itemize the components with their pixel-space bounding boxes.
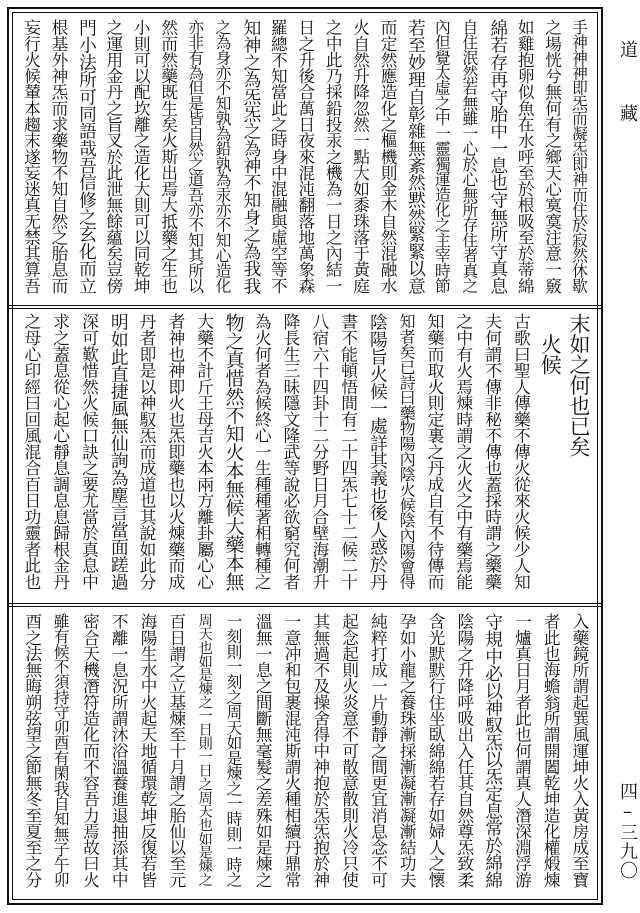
text-column: 不離一息況所謂沐浴溫養進退抽添其中 <box>109 613 129 888</box>
text-column: 手神神神即炁而凝炁即神而住於寂然休歇 <box>570 19 589 293</box>
register-divider-top <box>9 305 601 306</box>
text-column: 八宿六十四卦十二分野日月合壁海潮升 <box>309 313 330 590</box>
text-column: 而定然應造化之樞機則金木自然混融水 <box>378 19 398 294</box>
text-column: 海陽生水中火起天地循環乾坤反復若皆 <box>138 613 158 888</box>
text-column: 者神也神即火也炁即藥也以火煉藥而成 <box>165 313 186 590</box>
text-column: 小則可以配坎離之造化大則可以同乾坤 <box>131 19 151 294</box>
page-number: 四–三九〇 <box>617 782 638 880</box>
register-middle <box>17 313 593 598</box>
text-column: 書不能頓悟間有二十四炁七十二候二十 <box>338 313 359 590</box>
text-column: 陰陽旨火候一處詳其義也後人惑於丹 <box>367 313 389 590</box>
text-column: 其無過不及操舍得中神抱於炁炁抱於神 <box>310 613 330 888</box>
text-column: 如雞抱卵似魚在水呼至於根吸至於蒂綿 <box>515 19 535 294</box>
text-column: 之母心印經曰回風混合百日功靈者此也 <box>21 313 42 590</box>
text-column: 根基外神炁而求藥物不知自然之胎息而 <box>48 19 68 294</box>
text-column: 大藥不計斤王母吉火本兩方離卦屬心心 <box>194 313 215 590</box>
text-column: 夫何謂不傳非秘不傳也蓋採時謂之藥藥 <box>482 313 503 590</box>
text-column: 之中此乃採鉛投汞之機為一日之內結一 <box>323 19 343 294</box>
text-column: 溫無一息之間斷無毫髮之差殊如是煉之 <box>253 613 273 888</box>
text-column: 火候 <box>538 313 563 375</box>
text-column: 含光默默行住坐臥綿綿若存如婦人之懷 <box>426 613 446 888</box>
text-column: 一意冲和包裹混沌斯謂火種相續丹鼎常 <box>282 613 302 888</box>
text-column: 妄行火候輦本趨末遂妄迷真无禁其算吾 <box>21 19 41 294</box>
text-column: 純粹打成一片動靜之間更宜消息念不可 <box>368 613 388 888</box>
text-column: 入藥鏡所謂起巽風運坤火入黃房成至寶 <box>570 613 589 888</box>
text-column: 之為身亦不知孰為鉛孰為汞亦不知心造化 <box>213 19 233 293</box>
text-column: 知藥而取火則定裏之丹成自有不待傳而 <box>425 313 446 590</box>
text-column: 之場恍兮無何有之鄉天心寞寞注意一竅 <box>542 19 562 294</box>
text-column: 羅總不知當此之時身中混融與虛空等不 <box>268 19 288 294</box>
register-top <box>17 19 593 302</box>
text-column: 若至妙理自彰雜無紊然黙然緊緊以意 <box>405 19 426 294</box>
register-bottom <box>17 613 593 896</box>
text-column: 內但覺太虛之中一靈獨運造化之主宰時節 <box>432 19 452 293</box>
text-column: 一刻則一刻之周天如是煉之一時則一時之 <box>224 613 244 887</box>
text-column: 孕如小龍之養珠漸採漸凝漸凝漸結功夫 <box>397 613 417 888</box>
text-column: 降長生三昧隱文隆武等說必欲窮究何者 <box>281 313 302 590</box>
text-column: 雖有候不須持守卯酉有閑我自知無子午卯 <box>51 613 71 887</box>
text-column: 酉之法無晦朔弦望之節無冬至夏至之分 <box>22 613 42 888</box>
text-column: 周天也如是煉之一日則一日之周天也如是煉之 <box>196 613 213 886</box>
text-column: 之中有火焉煉時謂之火火之中有藥焉能 <box>453 313 474 590</box>
text-column: 亦非有為但是皆自然之道吾亦不知其所以 <box>186 19 206 293</box>
text-column: 深可歎惜然火候口訣之要尤當於真息中 <box>79 313 100 590</box>
text-column: 為火何者為候終心一生種種著相轉種之 <box>252 313 273 590</box>
register-divider-bottom-double <box>9 606 601 607</box>
text-column: 明如此直捷風無仙詢為塵言當面蹉過 <box>108 313 130 590</box>
text-column: 陰陽之升降呼吸出入任其自然尊炁致柔 <box>454 613 474 888</box>
right-margin <box>606 0 640 913</box>
text-column: 者此也海蟾翁所謂開闔乾坤造化權煅煉 <box>541 613 561 888</box>
text-column: 百日謂之立基煉至十月謂之胎仙以至元 <box>166 613 186 888</box>
text-column: 守規中必以神馭炁以炁定息常於綿綿 <box>482 613 503 888</box>
text-column: 知者矣已詩曰藥物陽內陰火候陰內陽會得 <box>397 313 417 589</box>
text-column: 自住泯然若無雖一心於心無所存住者真之 <box>460 19 480 293</box>
text-column: 丹者即是以神馭炁而成道也其說如此分 <box>137 313 158 590</box>
text-column: 一爐真日月者此也何謂真人潛深淵浮游 <box>512 613 532 888</box>
text-column: 起念起則火炎意不可散意散則火冷只使 <box>339 613 359 888</box>
register-divider-bottom <box>9 603 601 604</box>
text-column: 日之升後合萬日夜來混沌翻落地萬象森 <box>295 19 315 294</box>
page-frame <box>7 7 603 905</box>
register-divider-top-double <box>9 308 601 309</box>
text-column: 綿若存再守胎中一息也守無所守真息 <box>487 19 508 294</box>
text-column: 然而然藥既生矣火斯出焉大抵藥之生也 <box>158 19 178 294</box>
text-column: 火自然升降忽然一點大如黍珠落于黃庭 <box>350 19 370 294</box>
text-column: 物之真惜然不知火本無候大藥本無 <box>222 313 245 591</box>
text-column: 之運用金丹之旨叉於此泄無餘蘊矣豈傍 <box>103 19 123 294</box>
text-column: 求之蓋息從心起心靜息調息息歸根金丹 <box>50 313 71 590</box>
text-column: 末如之何也已矣 <box>567 313 591 457</box>
text-column: 知神之為炁炁之為神不知身之為我我 <box>240 19 261 294</box>
text-column: 古歌曰聖人傳藥不傳火從來火候少人知 <box>511 313 532 590</box>
text-column: 門小法所可同語哉吾信修之玄化而立 <box>76 19 97 294</box>
collection-title: 道 藏 <box>617 40 638 136</box>
text-column: 密合天機潛符造化而不容吾力焉故曰火 <box>80 613 100 888</box>
